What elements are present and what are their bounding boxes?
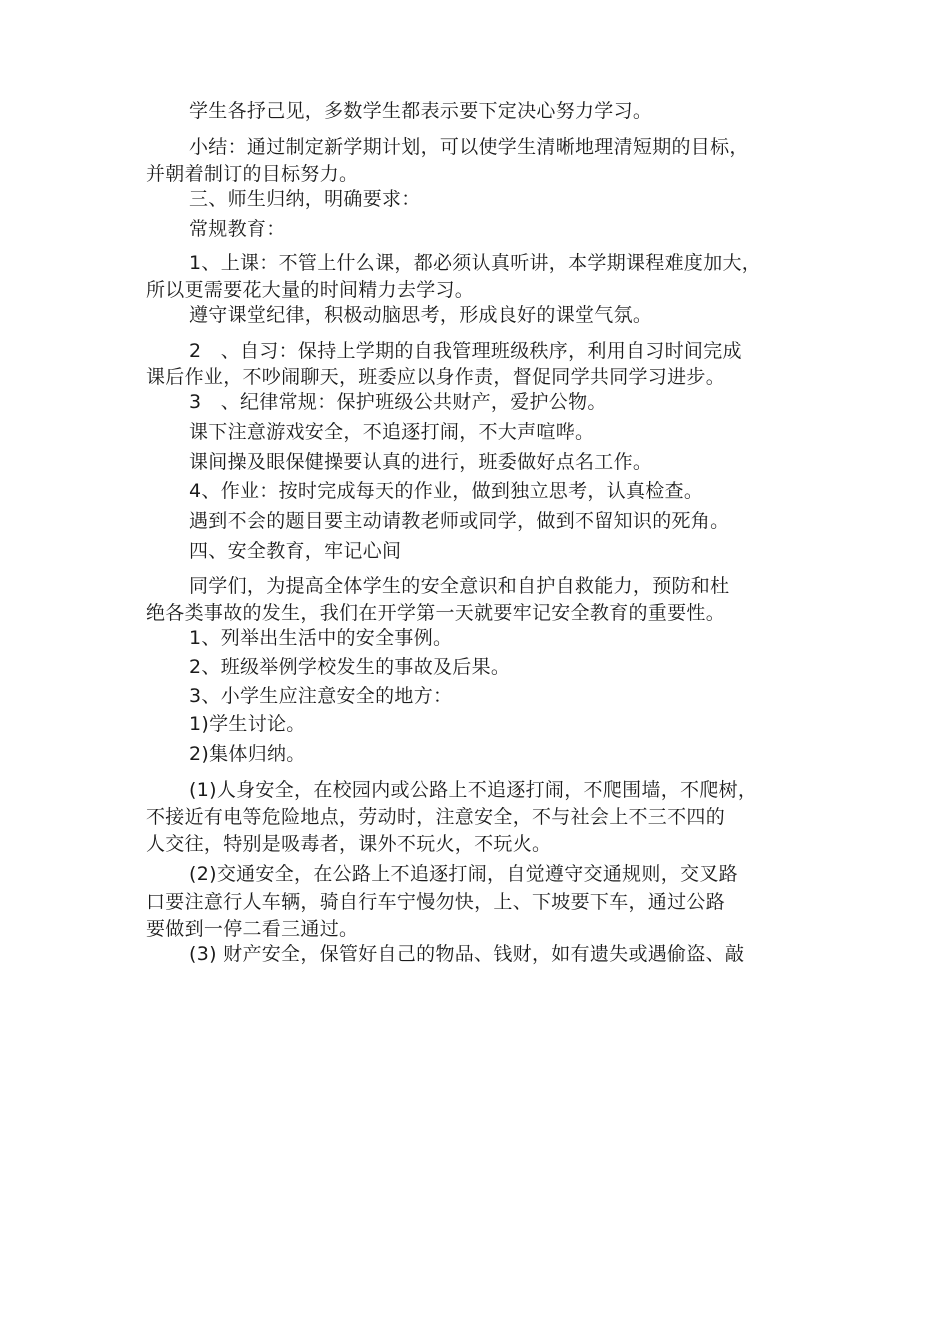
text-line: 遵守课堂纪律，积极动脑思考，形成良好的课堂气氛。 [189, 304, 653, 326]
text-line: 3、小学生应注意安全的地方： [189, 685, 453, 707]
text-line: 所以更需要花大量的时间精力去学习。 [146, 279, 475, 301]
text-line: 学生各抒己见，多数学生都表示要下定决心努力学习。 [189, 100, 653, 122]
text-line: 常规教育： [189, 218, 286, 240]
text-line: 遇到不会的题目要主动请教老师或同学，做到不留知识的死角。 [189, 510, 730, 532]
text-line: 课间操及眼保健操要认真的进行，班委做好点名工作。 [189, 451, 653, 473]
text-line: 1)学生讨论。 [189, 713, 306, 735]
text-line: 绝各类事故的发生，我们在开学第一天就要牢记安全教育的重要性。 [146, 602, 726, 624]
text-line: (1)人身安全，在校园内或公路上不追逐打闹，不爬围墙，不爬树， [189, 779, 758, 801]
text-line: 小结：通过制定新学期计划，可以使学生清晰地理清短期的目标， [189, 136, 749, 158]
text-line: 要做到一停二看三通过。 [146, 918, 359, 940]
text-line: 不接近有电等危险地点，劳动时，注意安全，不与社会上不三不四的 [146, 806, 726, 828]
section-heading: 三、师生归纳，明确要求： [189, 188, 421, 210]
text-line: 口要注意行人车辆，骑自行车宁慢勿快，上、下坡要下车，通过公路 [146, 891, 726, 913]
text-line: 4、作业：按时完成每天的作业，做到独立思考，认真检查。 [189, 480, 704, 502]
text-line: 1、列举出生活中的安全事例。 [189, 627, 453, 649]
text-line: (2)交通安全，在公路上不追逐打闹，自觉遵守交通规则，交叉路 [189, 863, 738, 885]
text-line: 2、班级举例学校发生的事故及后果。 [189, 656, 511, 678]
text-line: 课下注意游戏安全，不追逐打闹，不大声喧哗。 [189, 421, 595, 443]
text-line: 同学们，为提高全体学生的安全意识和自护自救能力，预防和杜 [189, 575, 730, 597]
text-line: 2)集体归纳。 [189, 743, 306, 765]
text-line: (3) 财产安全，保管好自己的物品、钱财，如有遗失或遇偷盗、敲 [189, 943, 745, 965]
text-line: 课后作业，不吵闹聊天，班委应以身作责，督促同学共同学习进步。 [146, 366, 726, 388]
text-line: 3 、纪律常规：保护班级公共财产，爱护公物。 [189, 391, 607, 413]
section-heading: 四、安全教育，牢记心间 [189, 540, 402, 562]
text-line: 并朝着制订的目标努力。 [146, 163, 359, 185]
text-line: 1、上课：不管上什么课，都必须认真听讲，本学期课程难度加大， [189, 252, 762, 274]
text-line: 2 、自习：保持上学期的自我管理班级秩序，利用自习时间完成 [189, 340, 742, 362]
text-line: 人交往，特别是吸毒者，课外不玩火，不玩火。 [146, 833, 552, 855]
